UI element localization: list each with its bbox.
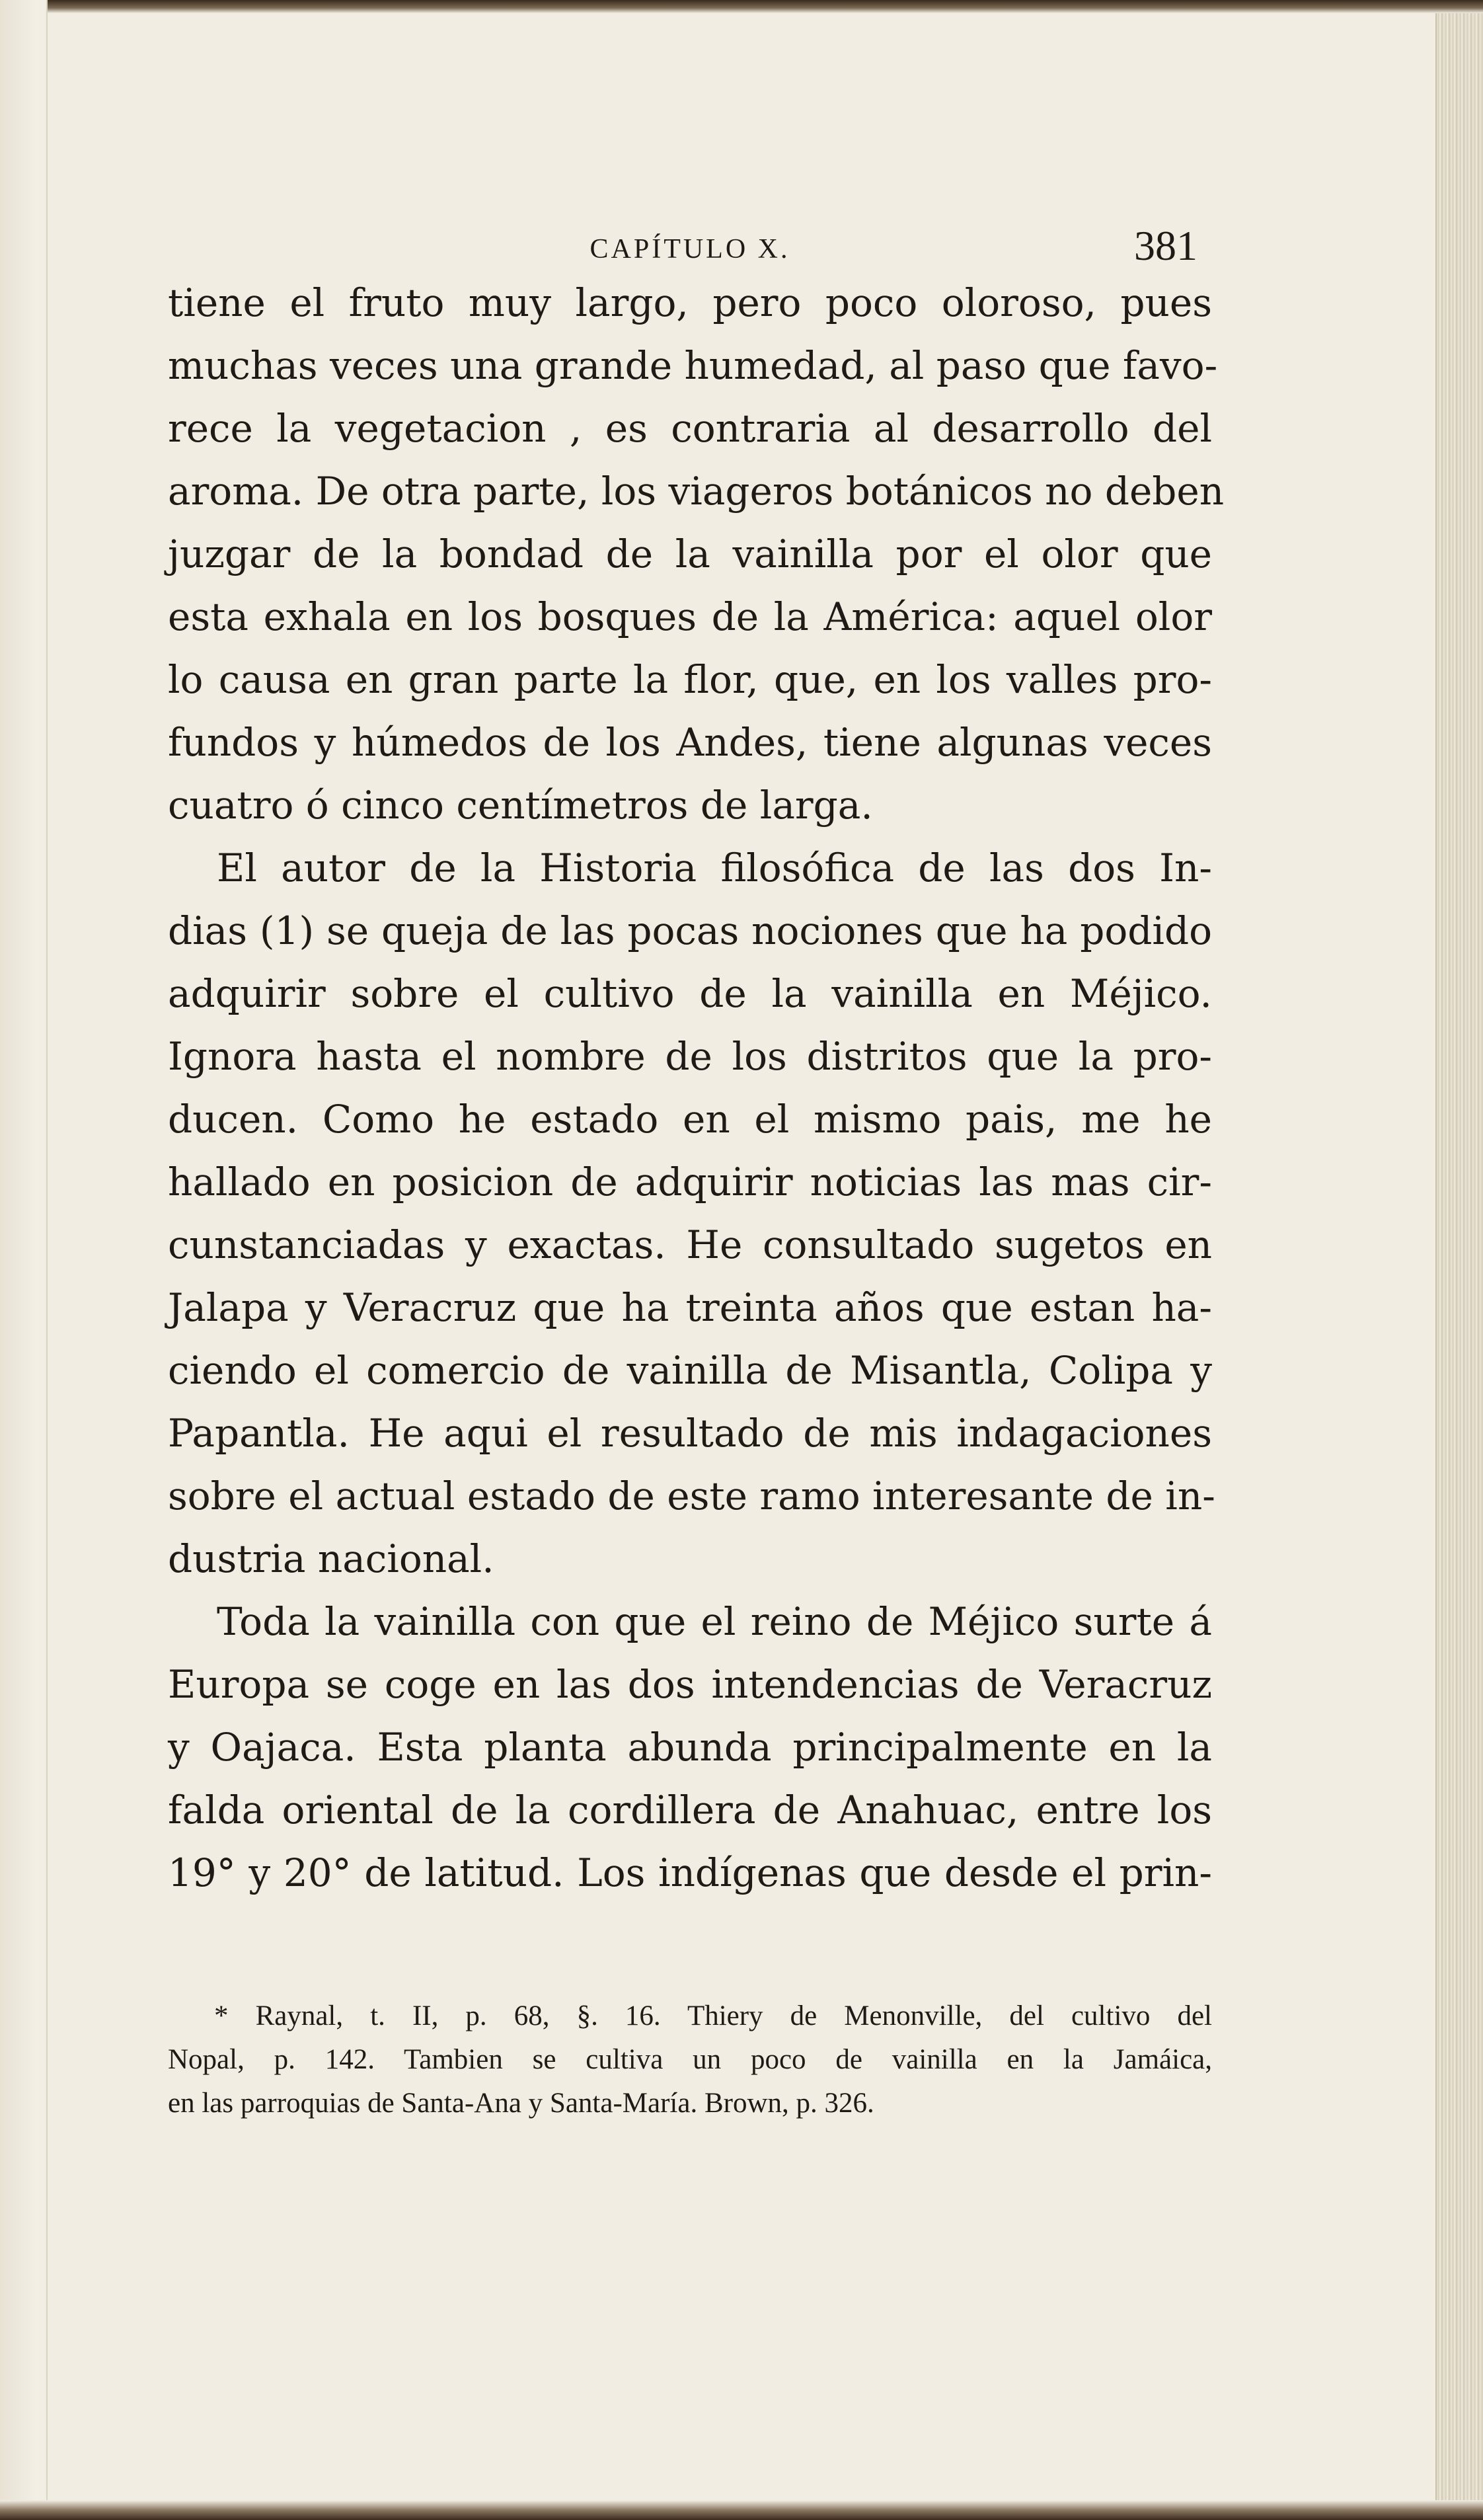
text-line: muchas veces una grande humedad, al paso que favo- — [168, 343, 1218, 388]
text-line: adquirir sobre el cultivo de la vainilla en Méjico. — [168, 971, 1212, 1016]
page-fore-edge — [1435, 13, 1483, 2500]
text-line: aroma. De otra parte, los viageros botánicos no deben — [168, 469, 1225, 514]
text-line: rece la vegetacion , es contraria al desarrollo del — [168, 406, 1212, 451]
text-line: falda oriental de la cordillera de Anahuac, entre los — [168, 1788, 1212, 1832]
text-line: dustria nacional. — [168, 1536, 494, 1581]
footnote-line: * Raynal, t. II, p. 68, §. 16. Thiery de Menonville, del cultivo del — [214, 2000, 1212, 2031]
footnote-line: Nopal, p. 142. Tambien se cultiva un poco de vainilla en la Jamáica, — [168, 2044, 1212, 2075]
footnote-line: en las parroquias de Santa-Ana y Santa-María. Brown, p. 326. — [168, 2088, 874, 2119]
text-line: Toda la vainilla con que el reino de Méjico surte á — [217, 1599, 1212, 1644]
text-line: sobre el actual estado de este ramo interesante de in- — [168, 1474, 1215, 1518]
text-line: El autor de la Historia filosófica de las dos In- — [217, 846, 1212, 890]
text-line: Ignora hasta el nombre de los distritos que la pro- — [168, 1034, 1212, 1079]
page-top-edge — [46, 0, 1483, 13]
chapter-title: CAPÍTULO X. — [589, 234, 790, 264]
text-line: ducen. Como he estado en el mismo pais, me he — [168, 1097, 1212, 1142]
text-line: esta exhala en los bosques de la América: aquel olor — [168, 594, 1212, 639]
text-line: lo causa en gran parte la flor, que, en los valles pro- — [168, 657, 1212, 702]
text-line: tiene el fruto muy largo, pero poco oloroso, pues — [168, 280, 1212, 325]
text-line: hallado en posicion de adquirir noticias las mas cir- — [168, 1160, 1212, 1204]
text-line: 19° y 20° de latitud. Los indígenas que desde el prin- — [168, 1850, 1212, 1895]
text-line: cunstanciadas y exactas. He consultado sugetos en — [168, 1222, 1212, 1267]
text-line: fundos y húmedos de los Andes, tiene algunas veces — [168, 720, 1212, 765]
page-bottom-edge — [0, 2500, 1483, 2520]
text-line: Papantla. He aqui el resultado de mis indagaciones — [168, 1411, 1212, 1456]
text-line: cuatro ó cinco centímetros de larga. — [168, 783, 873, 828]
text-line: Jalapa y Veracruz que ha treinta años que estan ha- — [168, 1285, 1212, 1330]
page-gutter — [0, 0, 48, 2520]
text-line: juzgar de la bondad de la vainilla por el olor que — [168, 532, 1212, 576]
text-line: y Oajaca. Esta planta abunda principalmente en la — [168, 1725, 1212, 1770]
text-line: Europa se coge en las dos intendencias de Veracruz — [168, 1662, 1212, 1707]
running-head — [168, 221, 1212, 274]
text-line: dias (1) se queja de las pocas nociones que ha podido — [168, 908, 1212, 953]
page-number: 381 — [1134, 222, 1198, 269]
text-line: ciendo el comercio de vainilla de Misantla, Colipa y — [168, 1348, 1212, 1393]
